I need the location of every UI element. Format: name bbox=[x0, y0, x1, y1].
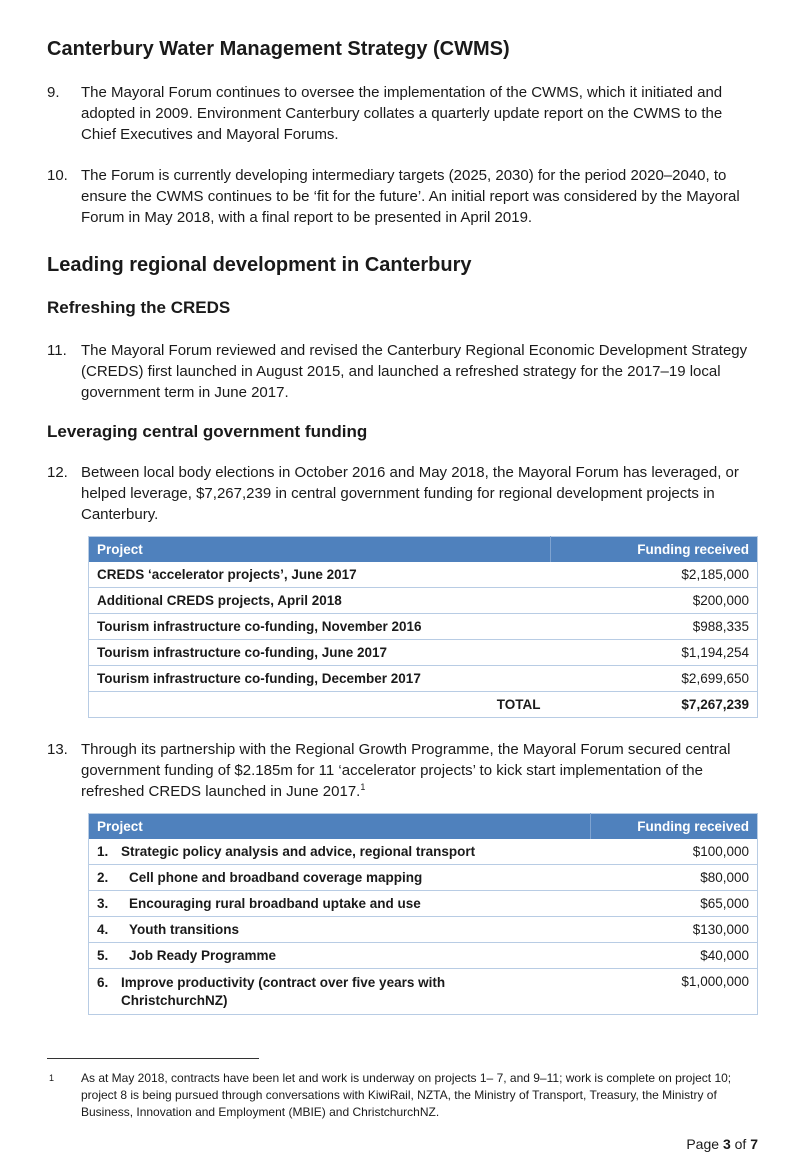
funding-cell: $2,185,000 bbox=[551, 562, 758, 588]
project-number: 2. bbox=[97, 870, 109, 885]
footnote-number: 1 bbox=[49, 1073, 55, 1083]
project-cell: CREDS ‘accelerator projects’, June 2017 bbox=[89, 562, 551, 588]
funding-cell: $1,194,254 bbox=[551, 640, 758, 666]
project-number: 5. bbox=[97, 948, 109, 963]
table-row bbox=[89, 943, 758, 969]
project-name: Encouraging rural broadband uptake and use bbox=[129, 896, 421, 911]
column-header-funding: Funding received bbox=[591, 814, 758, 840]
paragraph-text: The Mayoral Forum continues to oversee the implementation of the CWMS, which it initiated and adopted in 2009. Environment Canterbury collates a quarterly update report on the CWMS to the Chief Executives and Mayoral Forums. bbox=[81, 84, 723, 143]
project-number: 1. bbox=[97, 844, 109, 859]
funding-cell: $100,000 bbox=[591, 839, 758, 865]
project-cell bbox=[89, 917, 591, 943]
funding-cell: $1,000,000 bbox=[591, 969, 758, 1015]
table-row bbox=[89, 865, 758, 891]
table-total-row bbox=[89, 692, 758, 718]
table-header-row bbox=[89, 814, 758, 840]
paragraph-text: The Forum is currently developing intermediary targets (2025, 2030) for the period 2020–2040, to ensure the CWMS continues to be ‘fit for the future’. An initial report was considered by the Mayoral Forum in May 2018, with a final report to be presented in April 2019. bbox=[81, 167, 740, 226]
project-cell bbox=[89, 943, 591, 969]
project-number: 6. bbox=[97, 975, 109, 990]
funding-cell: $2,699,650 bbox=[551, 666, 758, 692]
total-label: TOTAL bbox=[89, 692, 551, 718]
project-name: Cell phone and broadband coverage mapping bbox=[129, 870, 423, 885]
project-cell: Tourism infrastructure co-funding, December 2017 bbox=[89, 666, 551, 692]
paragraph-number: 11. bbox=[47, 342, 67, 359]
paragraph-number: 12. bbox=[47, 464, 68, 481]
footnote-text: As at May 2018, contracts have been let and work is underway on projects 1– 7, and 9–11; work is complete on project 10; project 8 is being pursued through conversations with KiwiRail, NZTA, the Ministry of Transport, Treasury, the Ministry of Business, Innovation and Employment (MBIE) and ChristchurchNZ. bbox=[81, 1071, 732, 1119]
paragraph-13 bbox=[47, 739, 759, 802]
funding-cell: $80,000 bbox=[591, 865, 758, 891]
section-title-cwms: Canterbury Water Management Strategy (CWMS) bbox=[47, 38, 510, 60]
footnote bbox=[47, 1070, 759, 1121]
table-row bbox=[89, 917, 758, 943]
table-row bbox=[89, 640, 758, 666]
page-of: of bbox=[730, 1136, 751, 1152]
project-cell: Tourism infrastructure co-funding, June 2017 bbox=[89, 640, 551, 666]
page-number bbox=[686, 1136, 758, 1152]
funding-table-leveraged bbox=[88, 536, 758, 718]
project-name: Job Ready Programme bbox=[129, 948, 277, 963]
project-name: Strategic policy analysis and advice, regional transport bbox=[121, 844, 476, 859]
total-amount: $7,267,239 bbox=[551, 692, 758, 718]
paragraph-9 bbox=[47, 82, 759, 145]
project-cell bbox=[89, 865, 591, 891]
paragraph-text: Between local body elections in October 2016 and May 2018, the Mayoral Forum has leveraged, or helped leverage, $7,267,239 in central government funding for regional development projects in Canterbury. bbox=[81, 464, 739, 523]
project-cell bbox=[89, 969, 591, 1015]
footnote-reference[interactable]: 1 bbox=[360, 782, 366, 792]
table-row bbox=[89, 969, 758, 1015]
section-title-leading: Leading regional development in Canterbury bbox=[47, 254, 472, 276]
table-row bbox=[89, 839, 758, 865]
paragraph-12 bbox=[47, 462, 759, 525]
column-header-project: Project bbox=[89, 814, 591, 840]
page-total: 7 bbox=[750, 1136, 758, 1152]
page-current: 3 bbox=[722, 1136, 731, 1152]
funding-cell: $988,335 bbox=[551, 614, 758, 640]
page-prefix: Page bbox=[686, 1136, 723, 1152]
funding-cell: $130,000 bbox=[591, 917, 758, 943]
project-cell: Tourism infrastructure co-funding, November 2016 bbox=[89, 614, 551, 640]
footnote-divider bbox=[47, 1058, 259, 1059]
funding-cell: $200,000 bbox=[551, 588, 758, 614]
funding-table-accelerator bbox=[88, 813, 758, 1015]
subsection-title-leveraging: Leveraging central government funding bbox=[47, 422, 368, 441]
table-row bbox=[89, 891, 758, 917]
project-name: Youth transitions bbox=[129, 922, 239, 937]
table-row bbox=[89, 562, 758, 588]
table-row bbox=[89, 614, 758, 640]
project-cell bbox=[89, 891, 591, 917]
project-cell bbox=[89, 839, 591, 865]
paragraph-number: 9. bbox=[47, 84, 60, 101]
funding-cell: $65,000 bbox=[591, 891, 758, 917]
paragraph-number: 13. bbox=[47, 741, 68, 758]
paragraph-text: The Mayoral Forum reviewed and revised the Canterbury Regional Economic Development Strategy (CREDS) first launched in August 2015, and launched a refreshed strategy for the 2017–19 local government term in June 2017. bbox=[81, 342, 748, 401]
project-name: Improve productivity (contract over five years with ChristchurchNZ) bbox=[121, 975, 446, 1008]
subsection-title-refreshing: Refreshing the CREDS bbox=[47, 298, 231, 317]
column-header-project: Project bbox=[89, 537, 551, 563]
column-header-funding: Funding received bbox=[551, 537, 758, 563]
project-cell: Additional CREDS projects, April 2018 bbox=[89, 588, 551, 614]
project-number: 3. bbox=[97, 896, 109, 911]
table-row bbox=[89, 666, 758, 692]
table-header-row bbox=[89, 537, 758, 563]
funding-cell: $40,000 bbox=[591, 943, 758, 969]
paragraph-11 bbox=[47, 340, 759, 403]
paragraph-text bbox=[81, 739, 759, 802]
project-number: 4. bbox=[97, 922, 109, 937]
paragraph-10 bbox=[47, 165, 759, 228]
paragraph-number: 10. bbox=[47, 167, 68, 184]
paragraph-body: Through its partnership with the Regional Growth Programme, the Mayoral Forum secured central government funding of $2.185m for 11 ‘accelerator projects’ to kick start implementation of the refreshed CREDS launched in June 2017. bbox=[81, 741, 731, 800]
table-row bbox=[89, 588, 758, 614]
